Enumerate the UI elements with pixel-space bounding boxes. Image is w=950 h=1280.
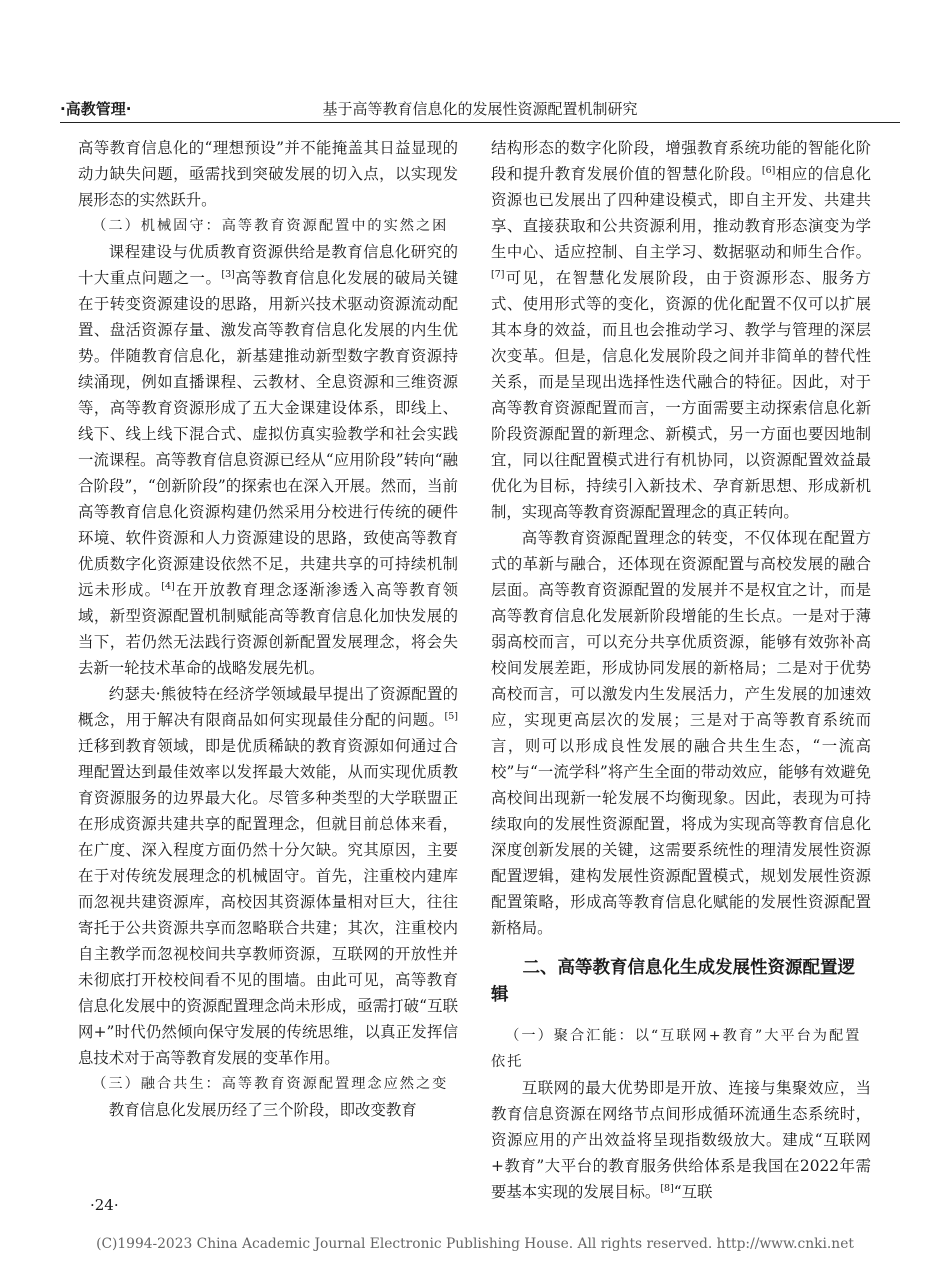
paragraph: 课程建设与优质教育资源供给是教育信息化研究的十大重点问题之一。[3]高等教育信息化发展的破局关键在于转变资源建设的思路，用新兴技术驱动资源流动配置、盘活资源存量、激发高等教育信息化发展的内生优势。伴随教育信息化，新基建推动新型数字教育资源持续涌现，例如直播课程、云教材、全息资源和三维资源等，高等教育资源形成了五大金课建设体系，即线上、线下、线上线下混合式、虚拟仿真实验教学和社会实践一流课程。高等教育信息资源已经从“应用阶段”转向“融合阶段”，“创新阶段”的探索也在深入开展。然而，当前高等教育信息化资源构建仍然采用分校进行传统的硬件环境、软件资源和人力资源建设的思路，致使高等教育优质数字化资源建设依然不足，共建共享的可持续机制远未形成。[4]在开放教育理念逐渐渗透入高等教育领域，新型资源配置机制赋能高等教育信息化加快发展的当下，若仍然无法践行资源创新配置发展理念，将会失去新一轮技术革命的战略发展先机。 xyxy=(78,243,458,677)
paragraph: 高等教育信息化的“理想预设”并不能掩盖其日益显现的动力缺失问题，亟需找到突破发展的切入点，以实现发展形态的实然跃升。 xyxy=(78,139,458,209)
paragraph: 约瑟夫·熊彼特在经济学领域最早提出了资源配置的概念，用于解决有限商品如何实现最佳分配的问题。[5]迁移到教育领域，即是优质稀缺的教育资源如何通过合理配置达到最佳效率以发挥最大效能，从而实现优质教育资源服务的边界最大化。尽管多种类型的大学联盟正在形成资源共建共享的配置理念，但就目前总体来看，在广度、深入程度方面仍然十分欠缺。究其原因，主要在于对传统发展理念的机械固守。首先，注重校内建库而忽视共建资源库，高校因其资源体量相对巨大，往往寄托于公共资源共享而忽略联合共建；其次，注重校内自主教学而忽视校间共享教师资源，互联网的开放性并未彻底打开校校间看不见的围墙。由此可见，高等教育信息化发展中的资源配置理念尚未形成，亟需打破“互联网+”时代仍然倾向保守发展的传统思维，以真正发挥信息技术对于高等教育发展的变革作用。 xyxy=(78,685,458,1067)
citation: [5] xyxy=(444,710,458,722)
journal-section-label: ·高教管理· xyxy=(60,100,132,118)
running-header xyxy=(60,96,900,123)
citation: [6] xyxy=(761,164,776,176)
section-heading: 二、高等教育信息化生成发展性资源配置逻辑 xyxy=(491,958,855,1005)
paragraph: 结构形态的数字化阶段，增强教育系统功能的智能化阶段和提升教育发展价值的智慧化阶段。[6]相应的信息化资源也已发展出了四种建设模式，即自主开发、共建共享、直接获取和公共资源利用，推动教育形态演变为学生中心、适应控制、自主学习、数据驱动和师生合作。[7]可见，在智慧化发展阶段，由于资源形态、服务方式、使用形式等的变化，资源的优化配置不仅可以扩展其本身的效益，而且也会推动学习、教学与管理的深层次变革。但是，信息化发展阶段之间并非简单的替代性关系，而是呈现出选择性迭代融合的特征。因此，对于高等教育资源配置而言，一方面需要主动探索信息化新阶段资源配置的新理念、新模式，另一方面也要因地制宜，同以往配置模式进行有机协同，以资源配置效益最优化为目标，持续引入新技术、孕育新思想、形成新机制，实现高等教育资源配置理念的真正转向。 xyxy=(491,139,871,521)
copyright-footer: (C)1994-2023 China Academic Journal Electronic Publishing House. All rights reserved. http://www.cnki.net xyxy=(96,1236,854,1252)
citation: [3] xyxy=(221,268,235,280)
article-title: 基于高等教育信息化的发展性资源配置机制研究 xyxy=(322,100,638,118)
citation: [4] xyxy=(161,580,175,592)
subsection-heading: （一）聚合汇能：以“互联网+教育”大平台为配置依托 xyxy=(491,1028,862,1070)
paragraph: 高等教育资源配置理念的转变，不仅体现在配置方式的革新与融合，还体现在资源配置与高校发展的融合层面。高等教育资源配置的发展并不是权宜之计，而是高等教育信息化发展新阶段增能的生长点。一是对于薄弱高校而言，可以充分共享优质资源，能够有效弥补高校间发展差距，形成协同发展的新格局；二是对于优势高校而言，可以激发内生发展活力，产生发展的加速效应，实现更高层次的发展；三是对于高等教育系统而言，则可以形成良性发展的融合共生生态，“一流高校”与“一流学科”将产生全面的带动效应，能够有效避免高校间出现新一轮发展不均衡现象。因此，表现为可持续取向的发展性资源配置，将成为实现高等教育信息化深度创新发展的关键，这需要系统性的理清发展性资源配置逻辑，建构发展性资源配置模式，规划发展性资源配置策略，形成高等教育信息化赋能的发展性资源配置新格局。 xyxy=(491,529,871,937)
citation: [7] xyxy=(491,268,505,280)
paragraph: 教育信息化发展历经了三个阶段，即改变教育 xyxy=(108,1101,417,1119)
subsection-heading: （三）融合共生：高等教育资源配置理念应然之变 xyxy=(92,1076,449,1092)
right-column xyxy=(491,135,871,1205)
left-column xyxy=(78,135,458,1123)
citation: [8] xyxy=(660,1182,674,1194)
paragraph: 互联网的最大优势即是开放、连接与集聚效应，当教育信息资源在网络节点间形成循环流通生态系统时，资源应用的产出效益将呈现指数级放大。建成“互联网+教育”大平台的教育服务供给体系是我国在2022年需要基本实现的发展目标。[8]“互联 xyxy=(491,1079,871,1201)
page-number: ·24· xyxy=(90,1196,119,1214)
subsection-heading: （二）机械固守：高等教育资源配置中的实然之困 xyxy=(92,218,449,234)
